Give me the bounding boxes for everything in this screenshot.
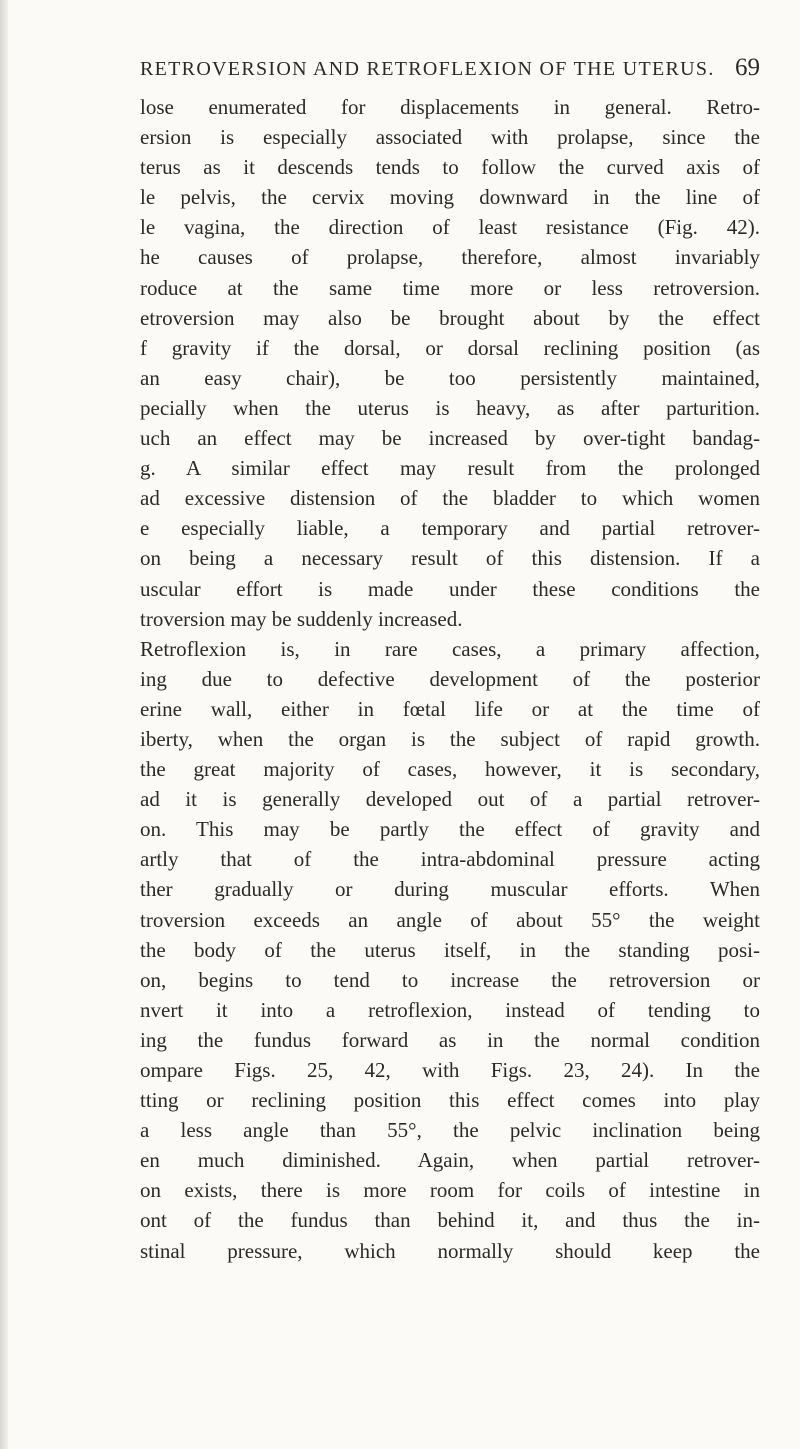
text-line: on being a necessary result of this distension. If a [140,546,760,571]
text-line: tting or reclining position this effect comes into play [140,1088,760,1113]
text-line: ing due to defective development of the posterior [140,666,760,691]
text-line: pecially when the uterus is heavy, as after parturition. [140,395,760,420]
text-line: the great majority of cases, however, it is secondary, [140,757,760,782]
text-line: le vagina, the direction of least resistance (Fig. 42). [140,215,760,240]
running-head-title: RETROVERSION AND RETROFLEXION OF THE UTERUS. [140,58,715,80]
text-line: iberty, when the organ is the subject of rapid growth. [140,726,760,751]
text-line: uch an effect may be increased by over-tight bandag- [140,426,760,451]
text-line: e especially liable, a temporary and partial retrover- [140,516,760,541]
text-line: uscular effort is made under these conditions the [140,576,760,601]
text-line: stinal pressure, which normally should keep the [140,1238,760,1263]
text-line: le pelvis, the cervix moving downward in the line of [140,185,760,210]
body-text [140,92,760,1266]
text-line: nvert it into a retroflexion, instead of tending to [140,997,760,1022]
text-line: g. A similar effect may result from the prolonged [140,456,760,481]
text-line: lose enumerated for displacements in general. Retro- [140,95,760,119]
running-head [140,54,760,88]
text-line: en much diminished. Again, when partial retrover- [140,1148,760,1173]
page-spine-edge [0,0,8,1449]
text-line: ing the fundus forward as in the normal condition [140,1027,760,1052]
text-line: troversion exceeds an angle of about 55° the weight [140,907,760,932]
text-line: a less angle than 55°, the pelvic inclination being [140,1118,760,1143]
text-line: he causes of prolapse, therefore, almost invariably [140,245,760,270]
text-line: on, begins to tend to increase the retroversion or [140,967,760,992]
text-line: artly that of the intra-abdominal pressure acting [140,847,760,872]
text-line: an easy chair), be too persistently maintained, [140,365,760,390]
text-line: ompare Figs. 25, 42, with Figs. 23, 24). In the [140,1058,760,1082]
text-line: terus as it descends tends to follow the curved axis of [140,155,760,180]
text-line: roduce at the same time more or less retroversion. [140,275,760,300]
text-line: on. This may be partly the effect of gravity and [140,817,760,842]
text-line: the body of the uterus itself, in the standing posi- [140,937,760,962]
text-line: ther gradually or during muscular efforts. When [140,877,760,902]
text-line: ad it is generally developed out of a partial retrover- [140,787,760,812]
text-line: on exists, there is more room for coils of intestine in [140,1178,760,1203]
text-line: f gravity if the dorsal, or dorsal reclining position (as [140,335,760,360]
text-line: ad excessive distension of the bladder to which women [140,486,760,511]
text-line: etroversion may also be brought about by the effect [140,305,760,330]
text-line: Retroflexion is, in rare cases, a primary affection, [140,636,760,661]
text-line: ont of the fundus than behind it, and thus the in- [140,1208,760,1233]
paragraph-end-line: troversion may be suddenly increased. [140,606,463,631]
text-line: ersion is especially associated with prolapse, since the [140,125,760,150]
page-number: 69 [735,54,760,81]
text-line: erine wall, either in fœtal life or at the time of [140,696,760,721]
